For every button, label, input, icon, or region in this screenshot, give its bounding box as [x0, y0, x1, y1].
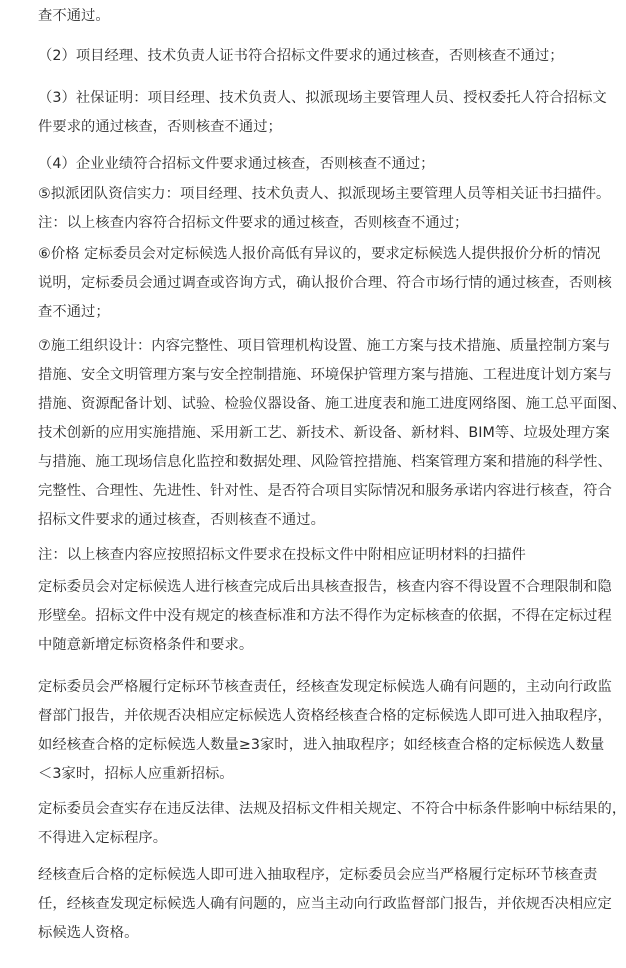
paragraph-6	[38, 209, 598, 238]
paragraph-7	[38, 240, 612, 327]
text-line: 查不通过。	[38, 8, 110, 24]
text-line: 注：以上核查内容符合招标文件要求的通过核查，否则核查不通过；	[38, 215, 469, 231]
text-line: ＜3家时，招标人应重新招标。	[38, 766, 234, 782]
text-line: 任，经核查发现定标候选人确有问题的，应当主动向行政监督部门报告，并依规否决相应定	[38, 896, 612, 912]
text-line: 注：以上核查内容应按照招标文件要求在投标文件中附相应证明材料的扫描件	[38, 547, 526, 563]
paragraph-2	[38, 42, 598, 71]
paragraph-8	[38, 332, 626, 535]
text-line: 措施、资源配备计划、试验、检验仪器设备、施工进度表和施工进度网络图、施工总平面图、	[38, 396, 626, 412]
text-line: 经核查后合格的定标候选人即可进入抽取程序，定标委员会应当严格履行定标环节核查责	[38, 867, 598, 883]
text-line: 督部门报告，并依规否决相应定标候选人资格经核查合格的定标候选人即可进入抽取程序，	[38, 708, 612, 724]
paragraph-3	[38, 84, 607, 142]
paragraph-5	[38, 180, 611, 209]
text-line: 与措施、施工现场信息化监控和数据处理、风险管控措施、档案管理方案和措施的科学性、	[38, 454, 612, 470]
paragraph-9	[38, 541, 598, 570]
text-line: 措施、安全文明管理方案与安全控制措施、环境保护管理方案与措施、工程进度计划方案与	[38, 367, 612, 383]
text-line: （3）社保证明：项目经理、技术负责人、拟派现场主要管理人员、授权委托人符合招标文	[38, 90, 607, 106]
text-line: 技术创新的应用实施措施、采用新工艺、新技术、新设备、新材料、BIM等、垃圾处理方案	[38, 425, 610, 441]
text-line: 标候选人资格。	[38, 925, 139, 941]
text-line: 不得进入定标程序。	[38, 830, 168, 846]
text-line: 如经核查合格的定标候选人数量≥3家时，进入抽取程序；如经核查合格的定标候选人数量	[38, 737, 605, 753]
paragraph-12	[38, 795, 626, 853]
text-line: 中随意新增定标资格条件和要求。	[38, 637, 254, 653]
text-line: 形壁垒。招标文件中没有规定的核查标准和方法不得作为定标核查的依据，不得在定标过程	[38, 608, 612, 624]
paragraph-10	[38, 573, 612, 660]
text-line: ⑤拟派团队资信实力：项目经理、技术负责人、拟派现场主要管理人员等相关证书扫描件。	[38, 186, 611, 202]
paragraph-11	[38, 673, 612, 789]
text-line: 招标文件要求的通过核查，否则核查不通过。	[38, 512, 325, 528]
paragraph-4	[38, 150, 598, 179]
text-line: 完整性、合理性、先进性、针对性、是否符合项目实际情况和服务承诺内容进行核查，符合	[38, 483, 612, 499]
text-line: 查不通过；	[38, 304, 110, 320]
text-line: ⑦施工组织设计：内容完整性、项目管理机构设置、施工方案与技术措施、质量控制方案与	[38, 338, 611, 354]
text-line: 件要求的通过核查，否则核查不通过；	[38, 119, 282, 135]
text-line: 说明，定标委员会通过调查或咨询方式，确认报价合理、符合市场行情的通过核查，否则核	[38, 275, 612, 291]
text-line: （2）项目经理、技术负责人证书符合招标文件要求的通过核查，否则核查不通过；	[38, 48, 564, 64]
text-line: ⑥价格 定标委员会对定标候选人报价高低有异议的，要求定标候选人提供报价分析的情况	[38, 246, 601, 262]
paragraph-1	[38, 2, 598, 31]
text-line: 定标委员会查实存在违反法律、法规及招标文件相关规定、不符合中标条件影响中标结果的，	[38, 801, 626, 817]
text-line: 定标委员会对定标候选人进行核查完成后出具核查报告，核查内容不得设置不合理限制和隐	[38, 579, 612, 595]
text-line: （4）企业业绩符合招标文件要求通过核查，否则核查不通过；	[38, 156, 435, 172]
paragraph-13	[38, 861, 612, 948]
text-line: 定标委员会严格履行定标环节核查责任，经核查发现定标候选人确有问题的，主动向行政监	[38, 679, 612, 695]
